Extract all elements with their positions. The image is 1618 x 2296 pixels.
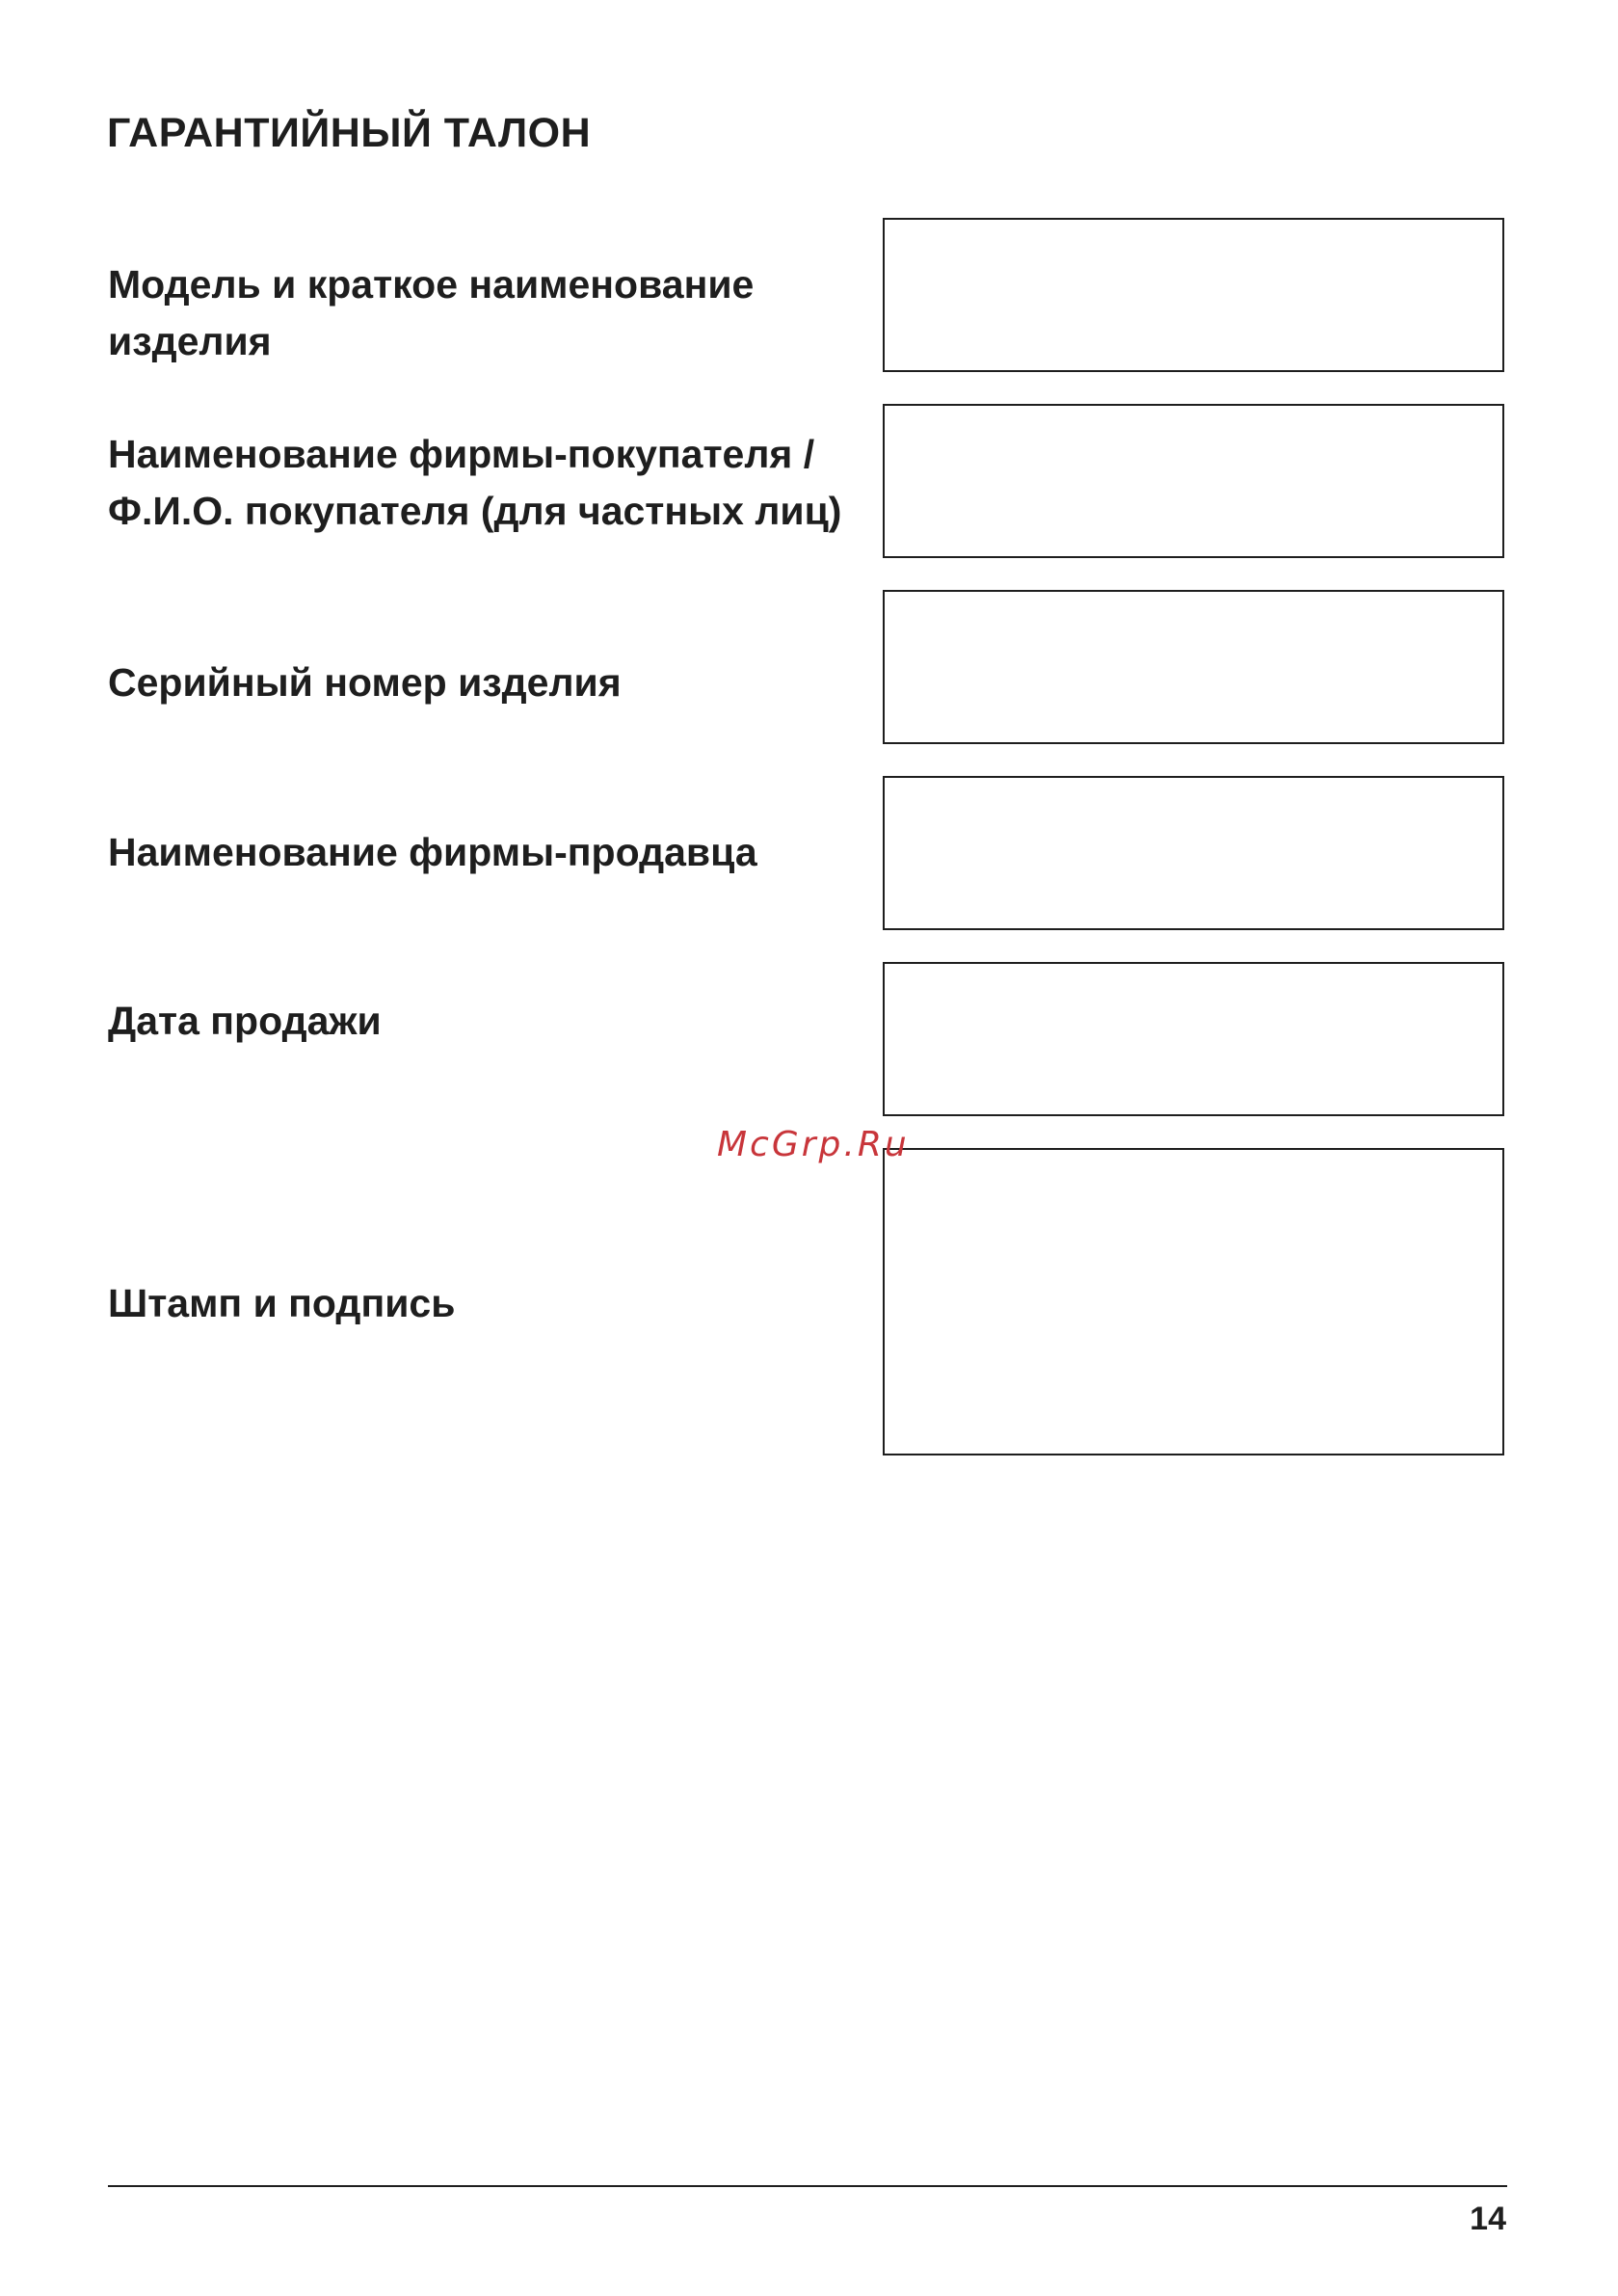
field-box-seller[interactable] xyxy=(883,776,1504,930)
footer-divider xyxy=(108,2185,1507,2187)
watermark: McGrp.Ru xyxy=(717,1125,910,1164)
field-label-seller: Наименование фирмы-продавца xyxy=(108,830,757,874)
page-title: ГАРАНТИЙНЫЙ ТАЛОН xyxy=(107,110,592,156)
page-number: 14 xyxy=(1470,2201,1506,2237)
field-box-stamp-signature[interactable] xyxy=(883,1148,1504,1455)
field-label-buyer: Наименование фирмы-покупателя / Ф.И.О. покупателя (для частных лиц) xyxy=(108,432,842,533)
field-box-serial[interactable] xyxy=(883,590,1504,744)
field-box-sale-date[interactable] xyxy=(883,962,1504,1116)
field-label-sale-date: Дата продажи xyxy=(108,999,382,1043)
field-label-stamp-signature: Штамп и подпись xyxy=(108,1281,456,1325)
field-label-serial: Серийный номер изделия xyxy=(108,660,622,705)
field-label-model: Модель и краткое наименование изделия xyxy=(108,262,755,363)
field-box-model[interactable] xyxy=(883,218,1504,372)
field-box-buyer[interactable] xyxy=(883,404,1504,558)
